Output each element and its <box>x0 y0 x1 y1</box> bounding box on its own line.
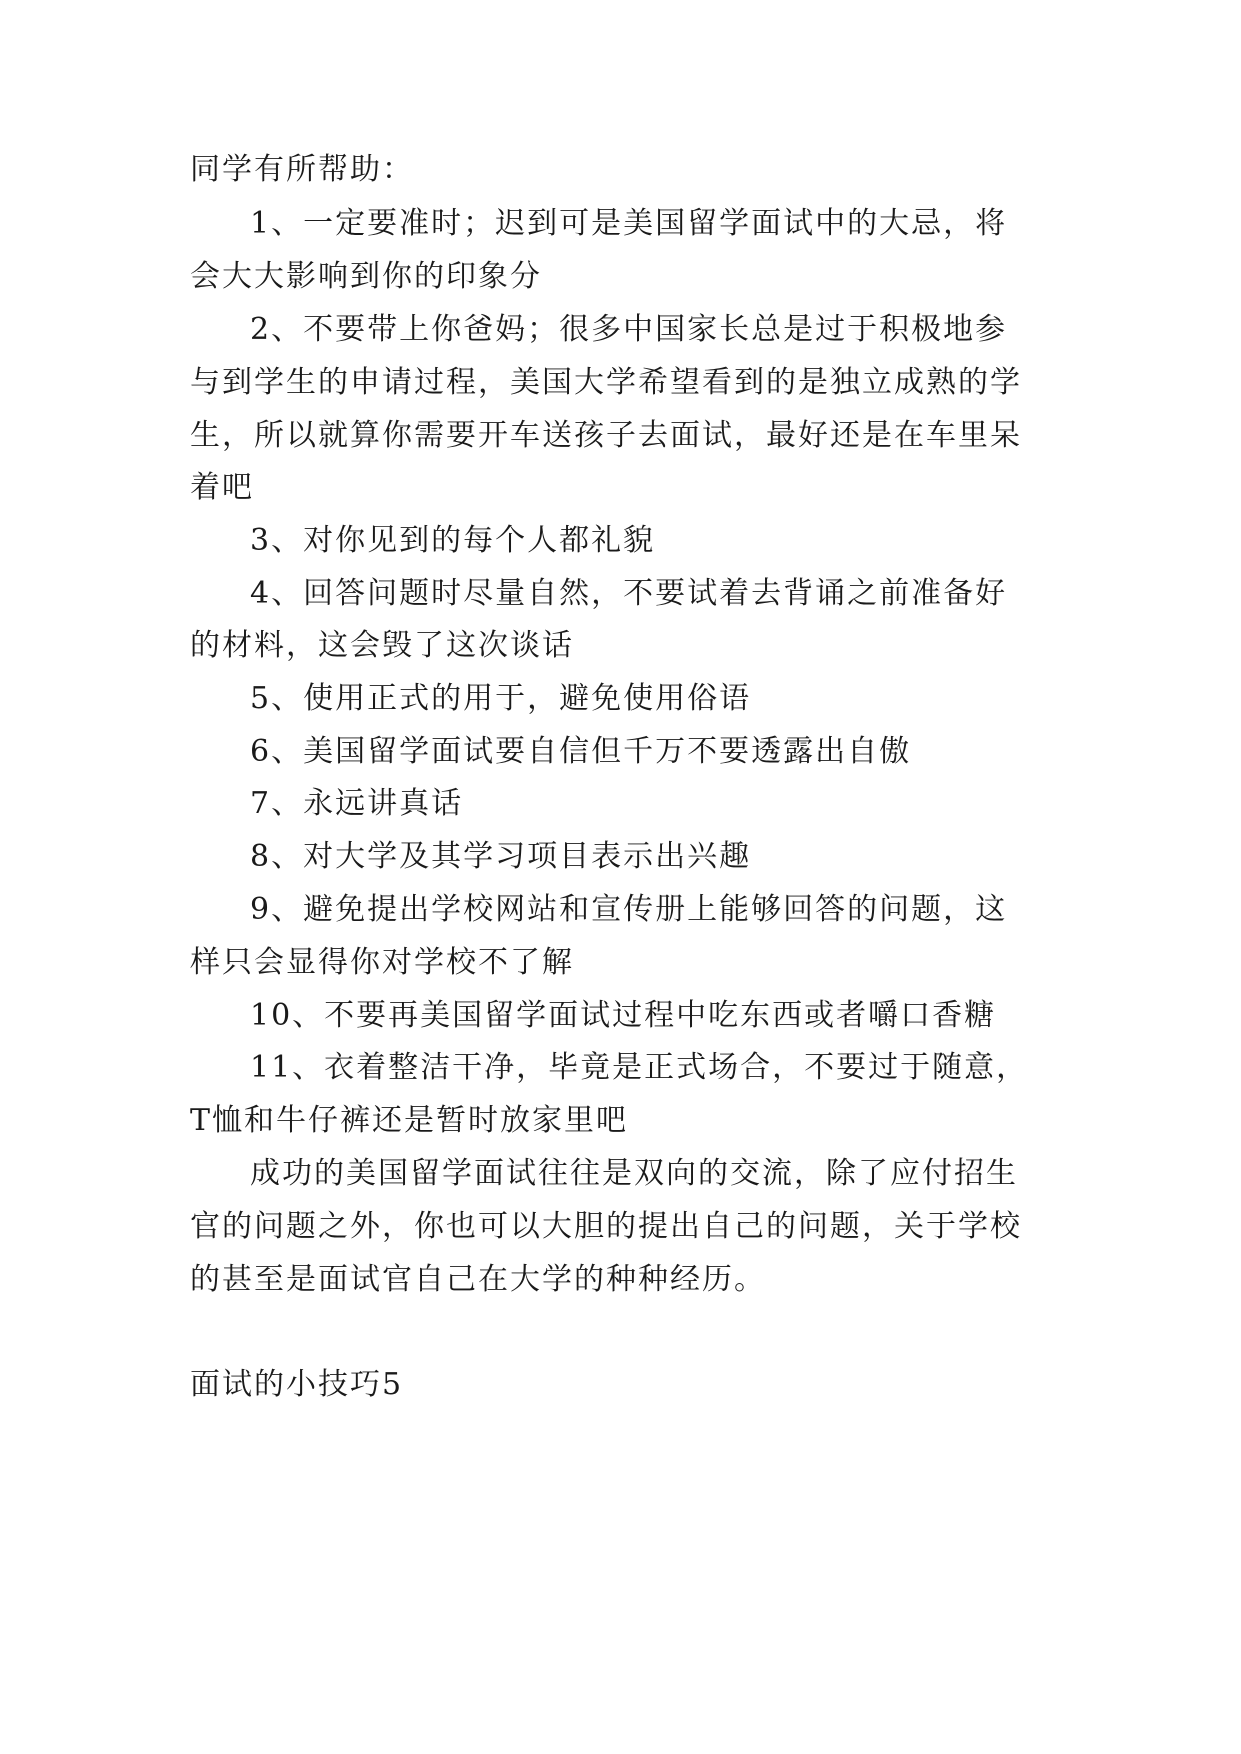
text-line: 8、对大学及其学习项目表示出兴趣 <box>250 839 752 874</box>
text-line: 5、使用正式的用于，避免使用俗语 <box>250 681 752 716</box>
text-line: 样只会显得你对学校不了解 <box>190 945 574 980</box>
text-line: 的材料，这会毁了这次谈话 <box>190 628 574 663</box>
text-line: 4、回答问题时尽量自然，不要试着去背诵之前准备好 <box>250 576 1008 611</box>
text-line: 着吧 <box>190 470 254 505</box>
text-line: 会大大影响到你的印象分 <box>190 259 542 294</box>
text-line: 11、衣着整洁干净，毕竟是正式场合，不要过于随意， <box>250 1050 1029 1085</box>
text-line: 同学有所帮助： <box>190 152 414 187</box>
section-heading: 面试的小技巧5 <box>190 1367 404 1402</box>
text-line: 的甚至是面试官自己在大学的种种经历。 <box>190 1262 766 1297</box>
text-line: 6、美国留学面试要自信但千万不要透露出自傲 <box>250 734 912 769</box>
text-line: 生，所以就算你需要开车送孩子去面试，最好还是在车里呆 <box>190 418 1022 453</box>
text-line: 9、避免提出学校网站和宣传册上能够回答的问题，这 <box>250 892 1008 927</box>
text-line: 10、不要再美国留学面试过程中吃东西或者嚼口香糖 <box>250 998 997 1033</box>
text-line: 官的问题之外，你也可以大胆的提出自己的问题，关于学校 <box>190 1209 1022 1244</box>
text-line: 成功的美国留学面试往往是双向的交流，除了应付招生 <box>250 1156 1018 1191</box>
text-line: 2、不要带上你爸妈；很多中国家长总是过于积极地参 <box>250 312 1008 347</box>
text-line: 与到学生的申请过程，美国大学希望看到的是独立成熟的学 <box>190 365 1022 400</box>
text-line: T恤和牛仔裤还是暂时放家里吧 <box>190 1103 629 1138</box>
text-line: 3、对你见到的每个人都礼貌 <box>250 523 656 558</box>
text-line: 7、永远讲真话 <box>250 786 464 821</box>
text-line: 1、一定要准时；迟到可是美国留学面试中的大忌，将 <box>250 206 1008 241</box>
